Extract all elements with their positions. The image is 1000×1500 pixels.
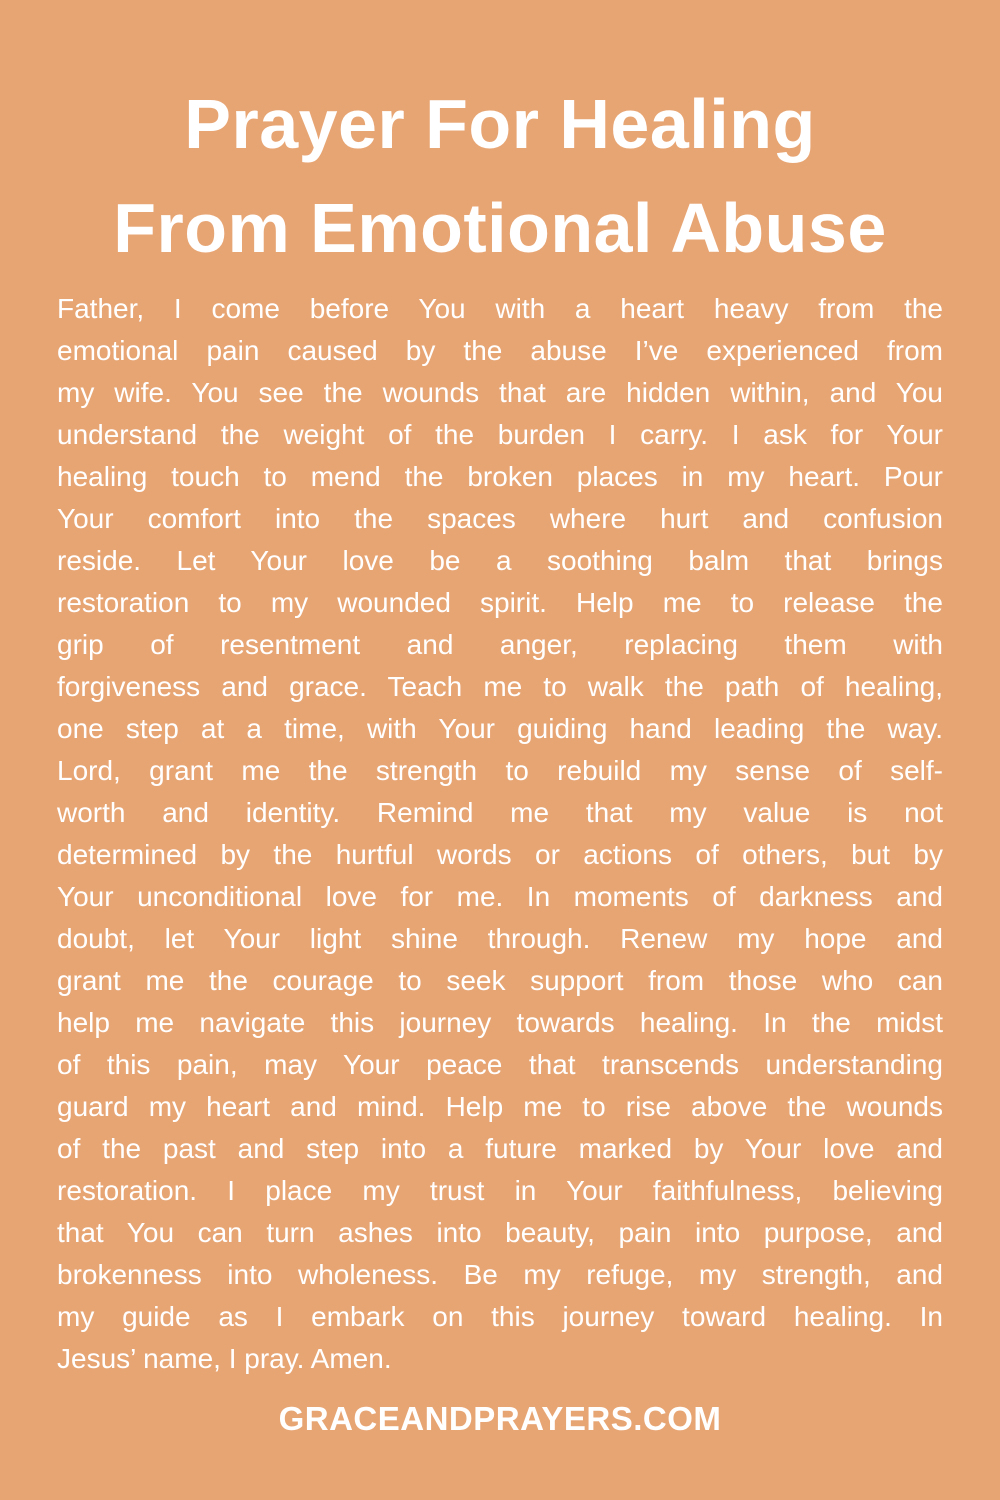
- prayer-line: emotional pain caused by the abuse I’ve experienced from: [57, 335, 943, 366]
- prayer-line: Lord, grant me the strength to rebuild my sense of self-: [57, 755, 943, 786]
- prayer-line: restoration to my wounded spirit. Help me to release the: [57, 587, 943, 618]
- prayer-line: my wife. You see the wounds that are hidden within, and You: [57, 377, 943, 408]
- prayer-line: Your unconditional love for me. In moments of darkness and: [57, 881, 943, 912]
- prayer-line: of this pain, may Your peace that transcends understanding: [57, 1049, 943, 1080]
- prayer-line: Father, I come before You with a heart heavy from the: [57, 293, 943, 324]
- prayer-line: healing touch to mend the broken places in my heart. Pour: [57, 461, 943, 492]
- prayer-line: reside. Let Your love be a soothing balm that brings: [57, 545, 943, 576]
- prayer-line: one step at a time, with Your guiding hand leading the way.: [57, 713, 943, 744]
- prayer-line: my guide as I embark on this journey toward healing. In: [57, 1301, 943, 1332]
- prayer-line: Your comfort into the spaces where hurt and confusion: [57, 503, 943, 534]
- prayer-line: forgiveness and grace. Teach me to walk the path of healing,: [57, 671, 943, 702]
- prayer-line: restoration. I place my trust in Your faithfulness, believing: [57, 1175, 943, 1206]
- prayer-line: brokenness into wholeness. Be my refuge, my strength, and: [57, 1259, 943, 1290]
- prayer-line: doubt, let Your light shine through. Renew my hope and: [57, 923, 943, 954]
- title-line-2: From Emotional Abuse: [113, 189, 887, 267]
- prayer-line: Jesus’ name, I pray. Amen.: [57, 1343, 392, 1374]
- prayer-line: grip of resentment and anger, replacing them with: [57, 629, 943, 660]
- prayer-line: grant me the courage to seek support from those who can: [57, 965, 943, 996]
- prayer-text: [57, 288, 943, 1380]
- prayer-line: guard my heart and mind. Help me to rise above the wounds: [57, 1091, 943, 1122]
- prayer-line: of the past and step into a future marked by Your love and: [57, 1133, 943, 1164]
- title-line-1: Prayer For Healing: [184, 85, 816, 163]
- prayer-line: determined by the hurtful words or actions of others, but by: [57, 839, 943, 870]
- prayer-line: worth and identity. Remind me that my value is not: [57, 797, 943, 828]
- page-title: [0, 72, 1000, 280]
- prayer-line: understand the weight of the burden I carry. I ask for Your: [57, 419, 943, 450]
- website-footer: GRACEANDPRAYERS.COM: [278, 1400, 722, 1437]
- prayer-line: that You can turn ashes into beauty, pain into purpose, and: [57, 1217, 943, 1248]
- prayer-line: help me navigate this journey towards healing. In the midst: [57, 1007, 943, 1038]
